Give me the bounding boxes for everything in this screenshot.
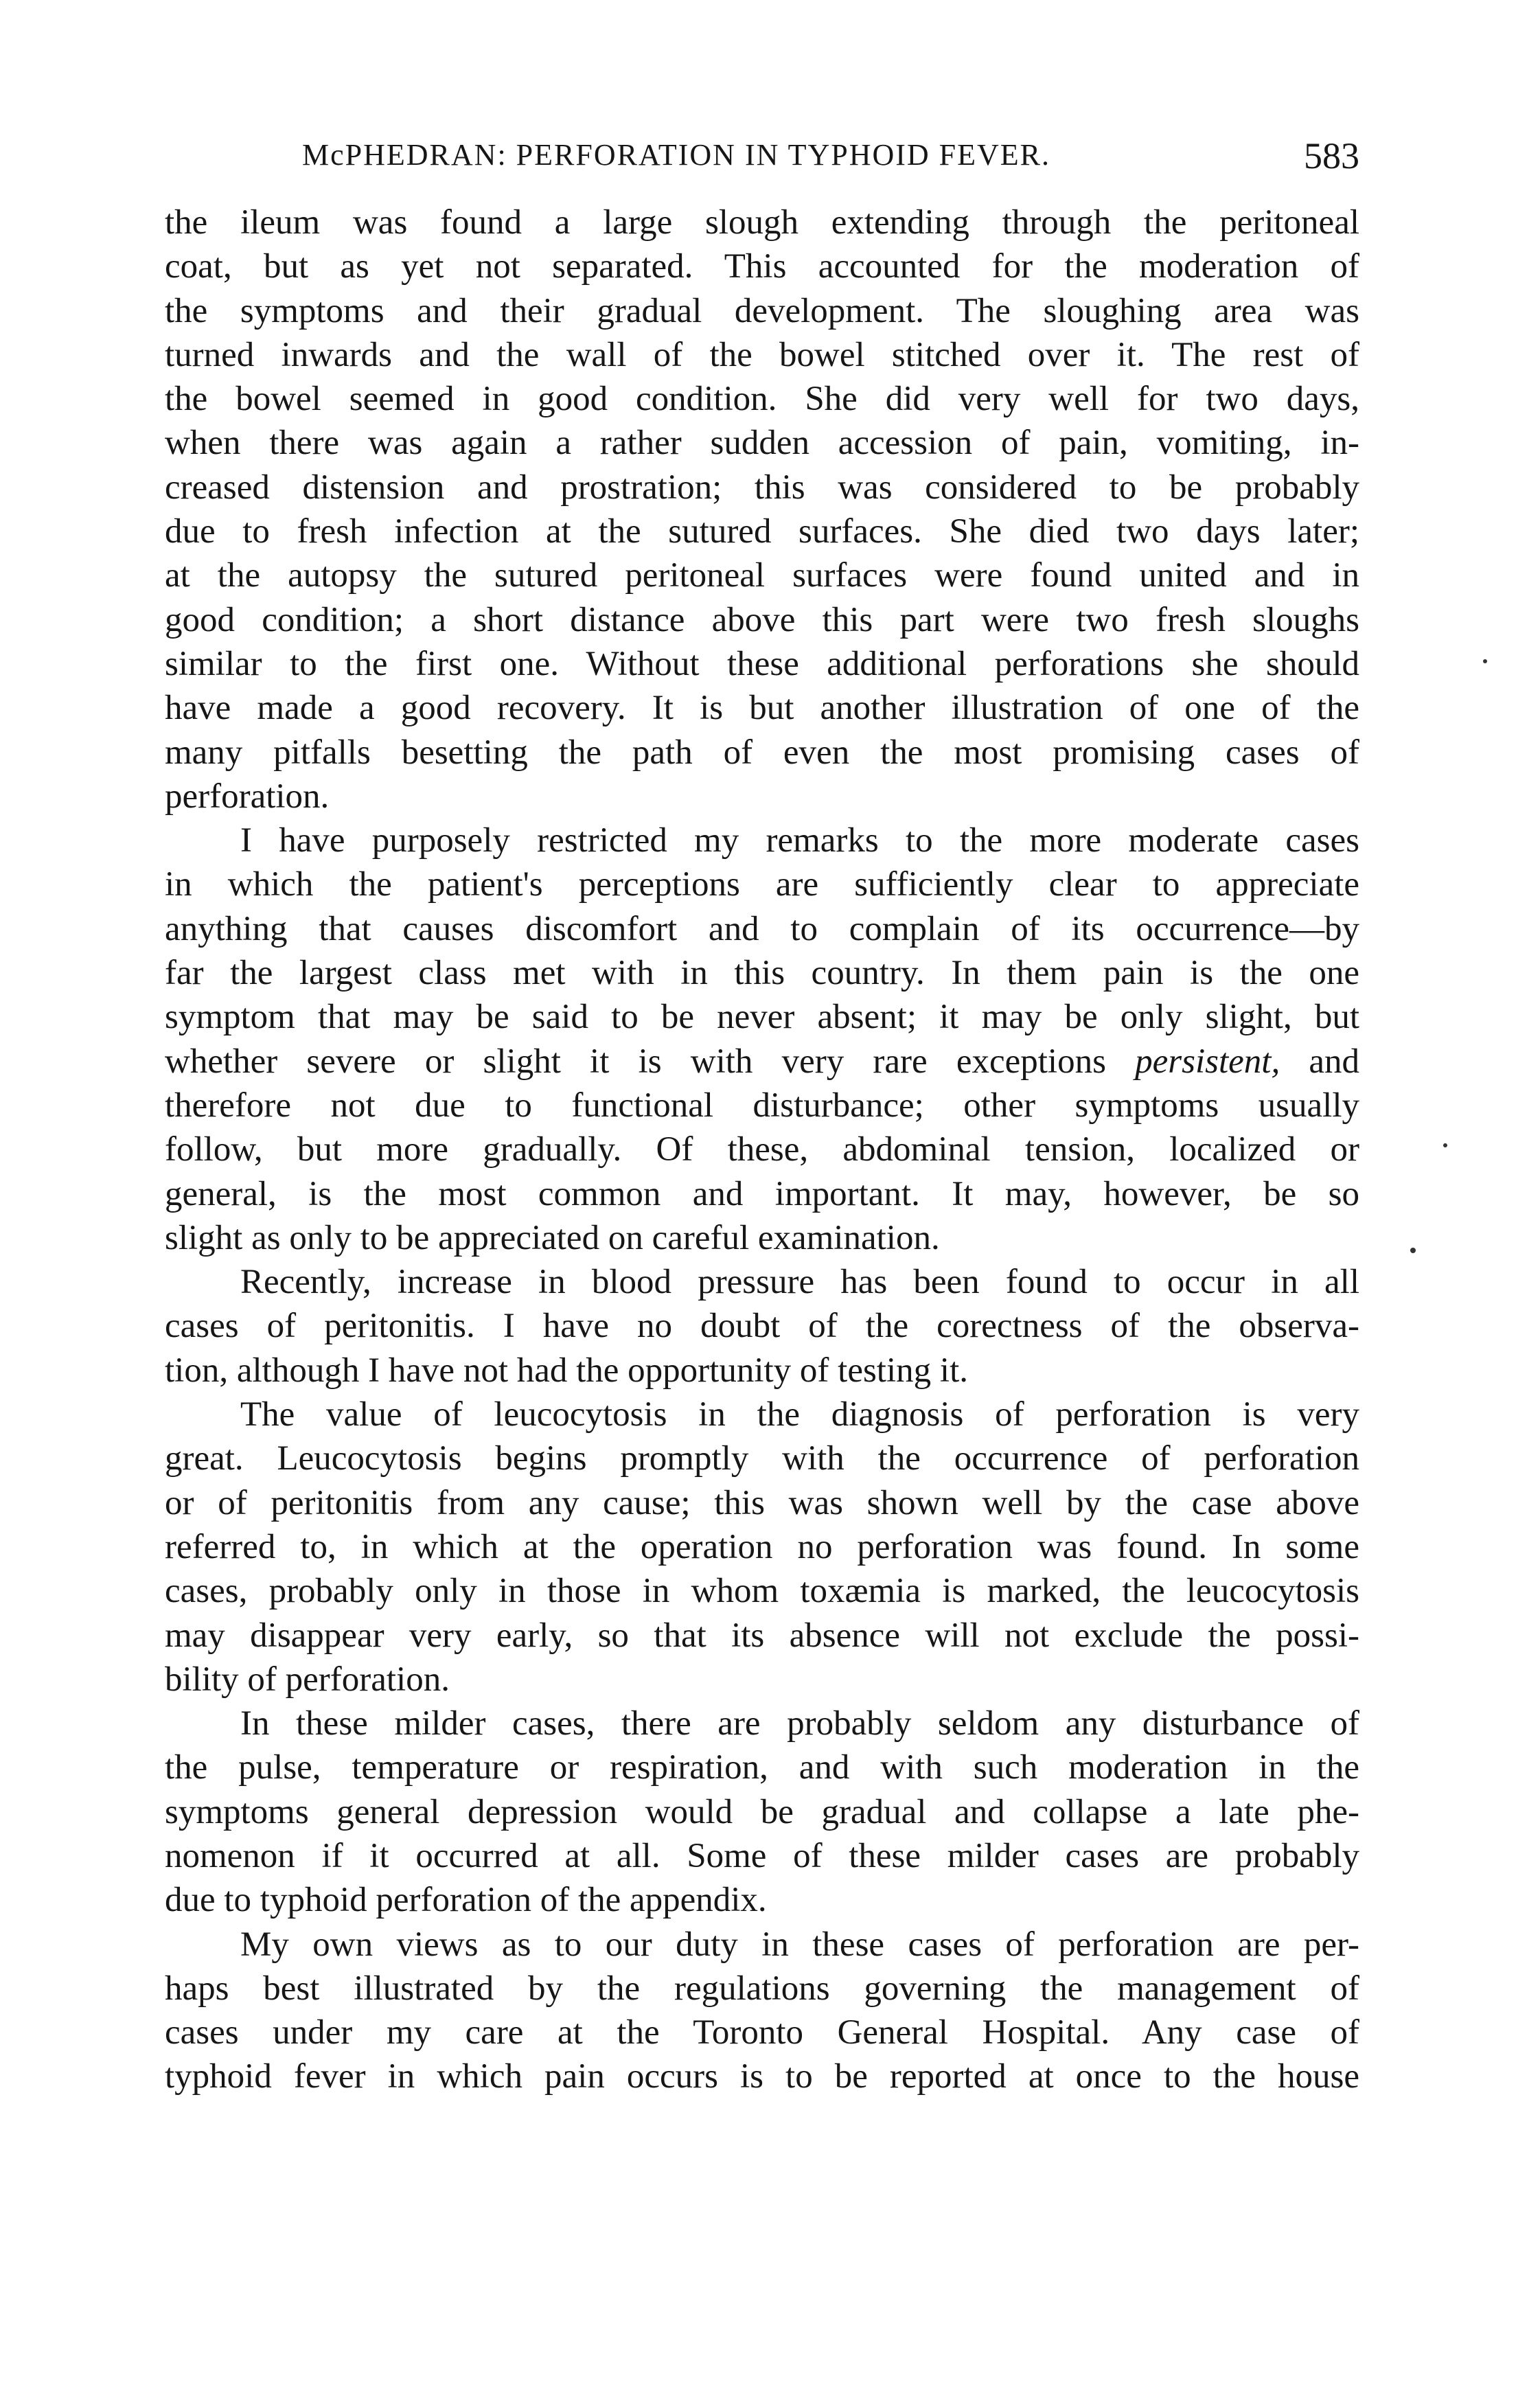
text-line-with-emphasis <box>165 1040 1359 1084</box>
text-line: therefore not due to functional disturbance; other symptoms usually <box>165 1086 1359 1125</box>
text-line: anything that causes discomfort and to complain of its occurrence—by <box>165 909 1359 948</box>
text-line: symptom that may be said to be never absent; it may be only slight, but <box>165 998 1359 1037</box>
text-line: turned inwards and the wall of the bowel stitched over it. The rest of <box>165 335 1359 374</box>
text-line: many pitfalls besetting the path of even the most promising cases of <box>165 733 1359 772</box>
text-line: Recently, increase in blood pressure has been found to occur in all <box>240 1263 1359 1302</box>
text-line: nomenon if it occurred at all. Some of these milder cases are probably <box>165 1836 1359 1875</box>
text-line: due to fresh infection at the sutured surfaces. She died two days later; <box>165 512 1359 551</box>
text-line: far the largest class met with in this country. In them pain is the one <box>165 954 1359 993</box>
text-line: due to typhoid perforation of the appendix. <box>165 1881 767 1920</box>
body-text <box>165 201 1359 2099</box>
text-line: have made a good recovery. It is but another illustration of one of the <box>165 689 1359 728</box>
text-line: referred to, in which at the operation no perforation was found. In some <box>165 1527 1359 1566</box>
emphasis-persistent: persistent, <box>1135 1042 1280 1081</box>
text-line: at the autopsy the sutured peritoneal surfaces were found united and in <box>165 556 1359 595</box>
text-line: the bowel seemed in good condition. She did very well for two days, <box>165 380 1359 419</box>
text-line: My own views as to our duty in these cases of perforation are per- <box>240 1925 1359 1964</box>
text-line: typhoid fever in which pain occurs is to be reported at once to the house <box>165 2057 1359 2096</box>
text-line: cases of peritonitis. I have no doubt of the corectness of the observa- <box>165 1307 1359 1346</box>
text-line: tion, although I have not had the opportunity of testing it. <box>165 1351 968 1390</box>
text-line: bility of perforation. <box>165 1660 450 1699</box>
text-line: The value of leucocytosis in the diagnosis of perforation is very <box>240 1395 1359 1434</box>
text-line: when there was again a rather sudden accession of pain, vomiting, in- <box>165 424 1359 463</box>
text-line: symptoms general depression would be gradual and collapse a late phe- <box>165 1792 1359 1831</box>
running-head <box>165 137 1359 185</box>
text-line: In these milder cases, there are probably seldom any disturbance of <box>240 1704 1359 1743</box>
text-line: cases under my care at the Toronto General Hospital. Any case of <box>165 2013 1359 2052</box>
scan-speck <box>1443 1143 1447 1147</box>
text-line: in which the patient's perceptions are sufficiently clear to appreciate <box>165 865 1359 904</box>
text-line: the pulse, temperature or respiration, and with such moderation in the <box>165 1748 1359 1787</box>
text-line: may disappear very early, so that its absence will not exclude the possi- <box>165 1616 1359 1655</box>
text-line: the ileum was found a large slough extending through the peritoneal <box>165 203 1359 242</box>
text-line: general, is the most common and important. It may, however, be so <box>165 1174 1359 1213</box>
text-line: perforation. <box>165 777 330 816</box>
text-line: similar to the first one. Without these additional perforations she should <box>165 644 1359 683</box>
text-line: follow, but more gradually. Of these, abdominal tension, localized or <box>165 1130 1359 1169</box>
text-line: coat, but as yet not separated. This accounted for the moderation of <box>165 247 1359 286</box>
text-line: good condition; a short distance above this part were two fresh sloughs <box>165 600 1359 639</box>
text-line: or of peritonitis from any cause; this was shown well by the case above <box>165 1483 1359 1522</box>
text-segment: whether severe or slight it is with very rare exceptions <box>165 1042 1106 1081</box>
scan-speck <box>1483 659 1487 663</box>
text-line: haps best illustrated by the regulations governing the management of <box>165 1969 1359 2008</box>
scan-speck <box>1410 1248 1416 1253</box>
text-line: creased distension and prostration; this was considered to be probably <box>165 468 1359 507</box>
text-line: slight as only to be appreciated on careful examination. <box>165 1218 940 1257</box>
text-line: the symptoms and their gradual development. The sloughing area was <box>165 291 1359 330</box>
text-line: great. Leucocytosis begins promptly with the occurrence of perforation <box>165 1439 1359 1478</box>
text-line: I have purposely restricted my remarks to the more moderate cases <box>240 821 1359 860</box>
text-segment: and <box>1309 1042 1360 1081</box>
page-number: 583 <box>1304 135 1359 176</box>
running-title: McPHEDRAN: PERFORATION IN TYPHOID FEVER. <box>302 138 1051 172</box>
text-line: cases, probably only in those in whom toxæmia is marked, the leucocytosis <box>165 1572 1359 1611</box>
